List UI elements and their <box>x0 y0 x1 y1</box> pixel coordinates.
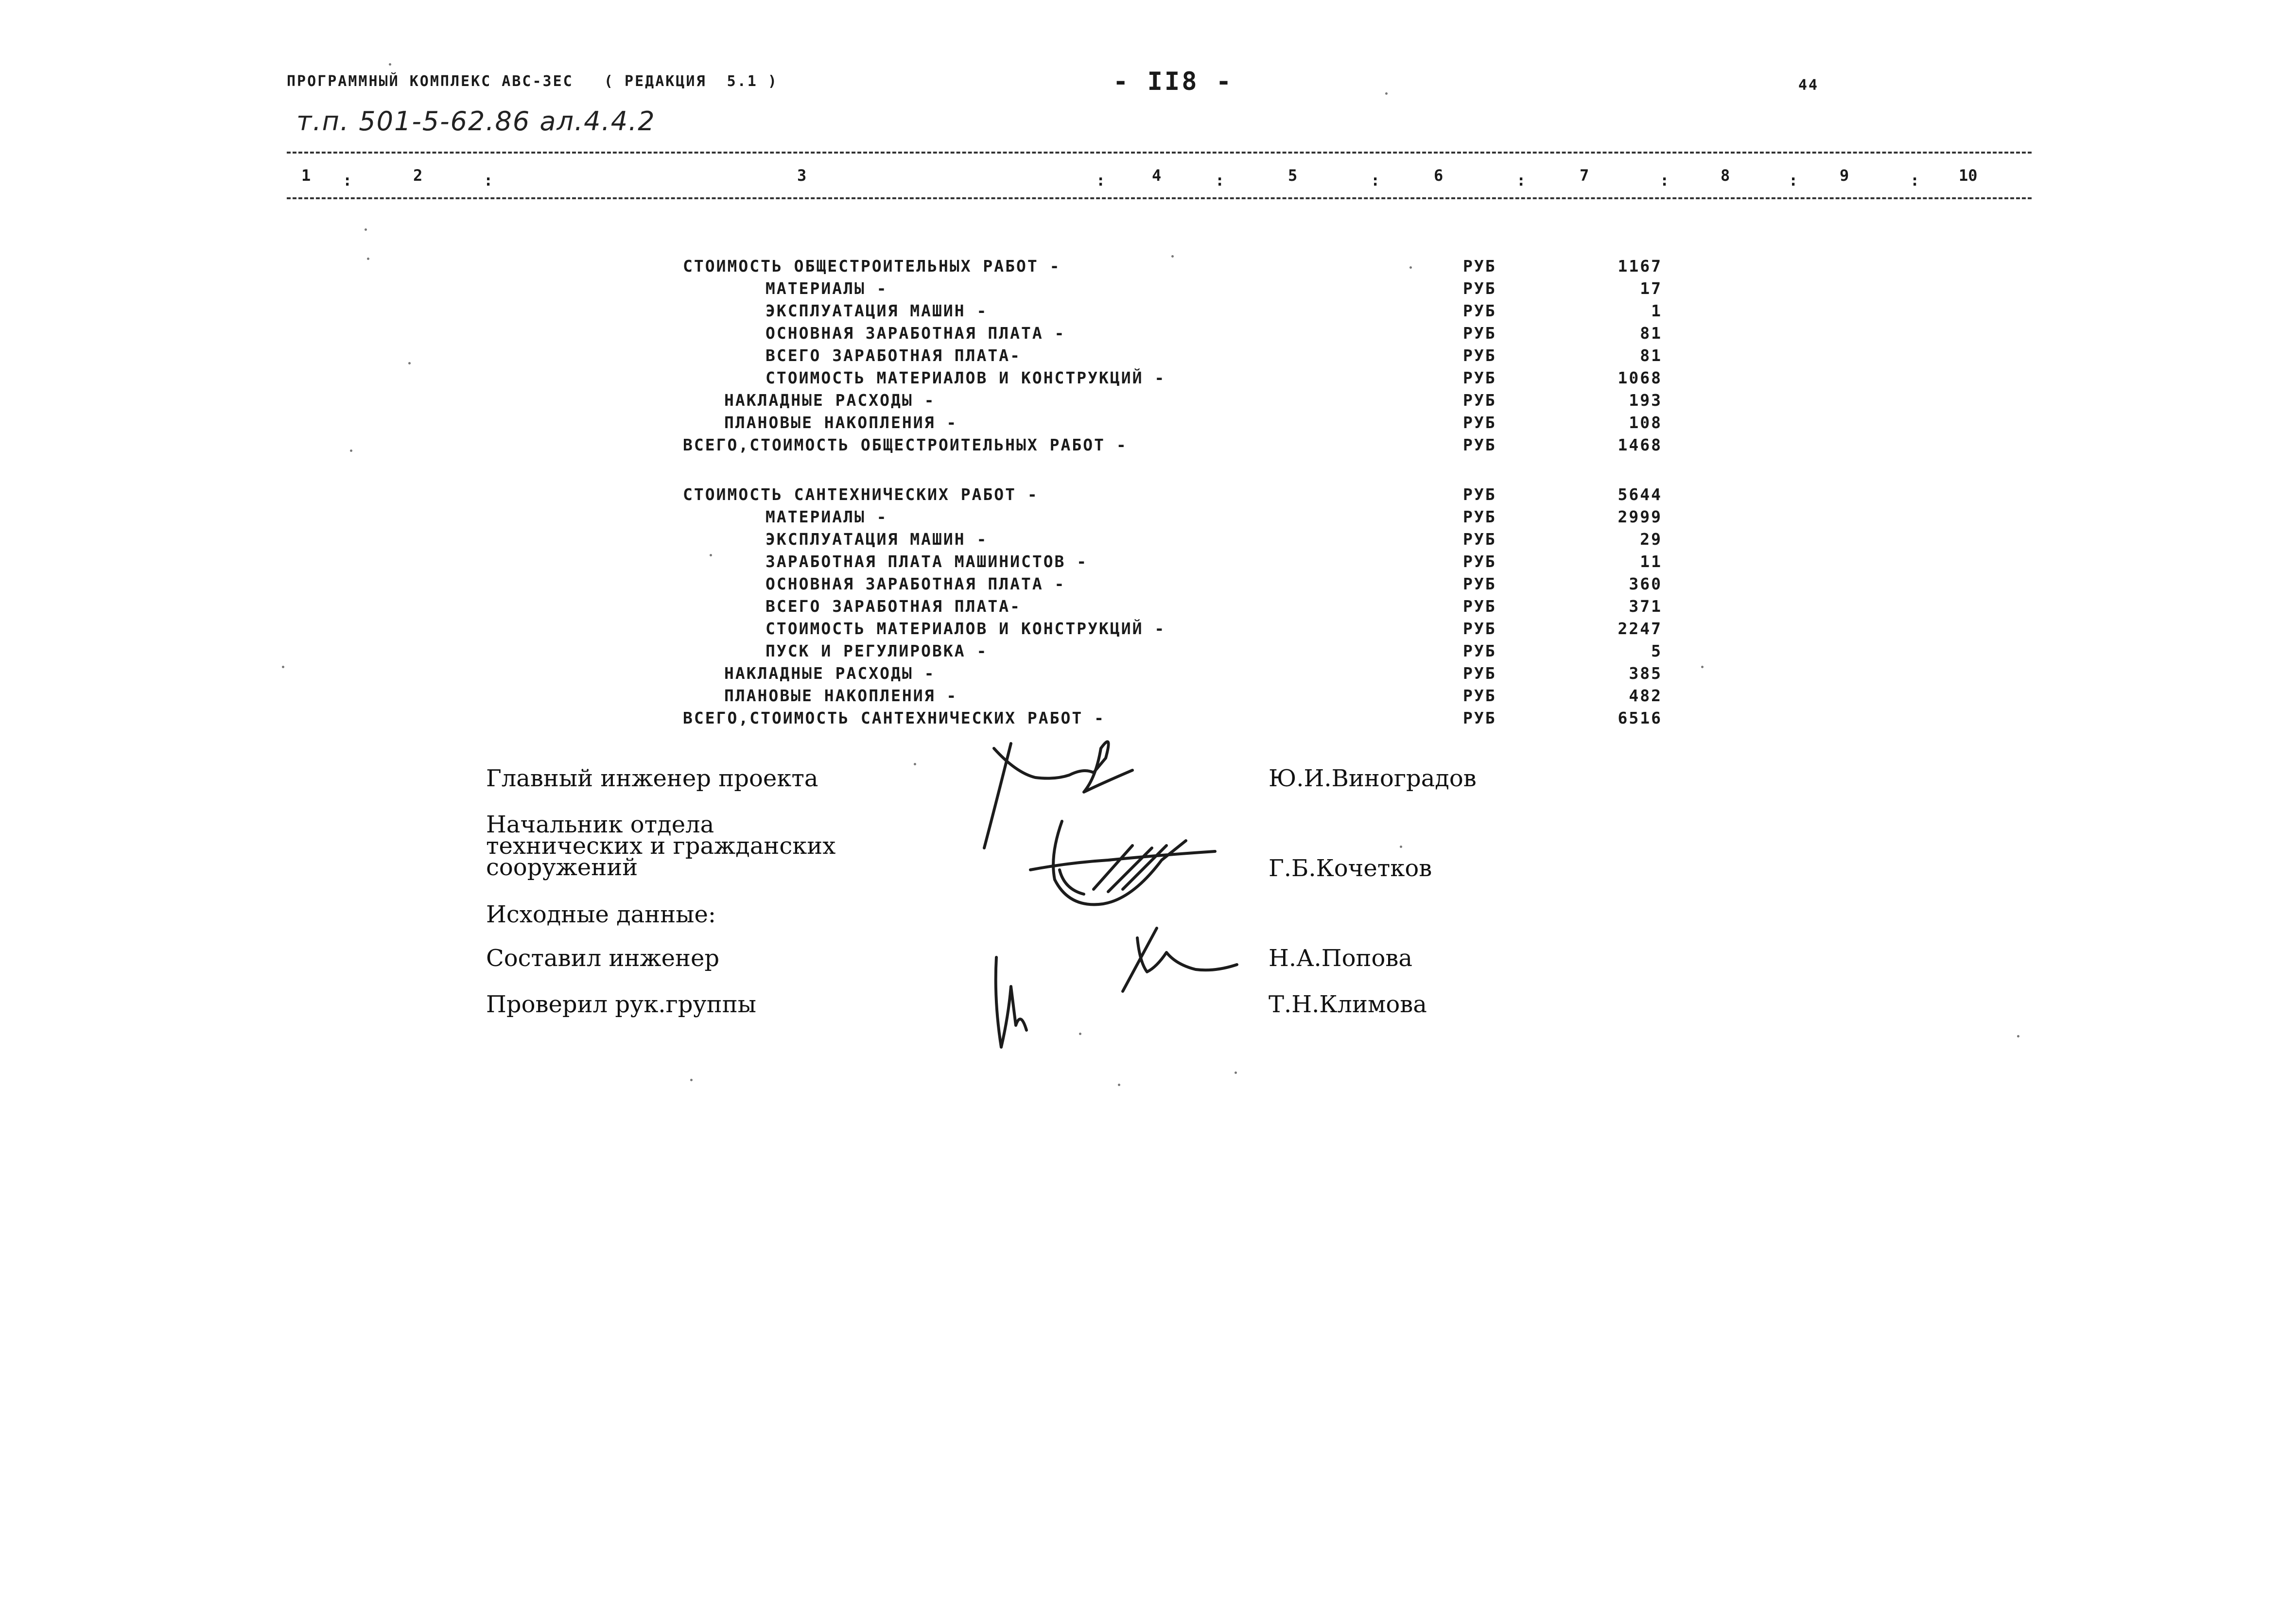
row-unit: РУБ <box>1463 301 1496 320</box>
handwritten-reference: т.п. 501-5-62.86 ал.4.4.2 <box>296 106 656 137</box>
row-value: 1068 <box>1618 368 1662 387</box>
column-separator: : <box>1516 171 1526 190</box>
signature-role: Исходные данные: <box>486 901 716 928</box>
row-value: 1468 <box>1618 435 1662 454</box>
row-value: 2247 <box>1618 619 1662 638</box>
row-label: ОСНОВНАЯ ЗАРАБОТНАЯ ПЛАТА - <box>765 324 1066 343</box>
signature-checker <box>996 957 1026 1047</box>
row-value: 2999 <box>1618 507 1662 526</box>
row-unit: РУБ <box>1463 708 1496 727</box>
row-value: 5644 <box>1618 485 1662 504</box>
column-number: 3 <box>797 166 807 185</box>
row-unit: РУБ <box>1463 346 1496 365</box>
row-unit: РУБ <box>1463 324 1496 343</box>
row-value: 482 <box>1629 686 1662 705</box>
row-unit: РУБ <box>1463 574 1496 593</box>
row-label: ЗАРАБОТНАЯ ПЛАТА МАШИНИСТОВ - <box>765 552 1088 571</box>
column-number: 8 <box>1721 166 1730 185</box>
row-unit: РУБ <box>1463 391 1496 410</box>
row-label: МАТЕРИАЛЫ - <box>765 279 888 298</box>
signature-role: Проверил рук.группы <box>486 991 756 1018</box>
row-unit: РУБ <box>1463 686 1496 705</box>
row-value: 1167 <box>1618 257 1662 276</box>
row-value: 81 <box>1640 346 1662 365</box>
row-label: НАКЛАДНЫЕ РАСХОДЫ - <box>724 391 936 410</box>
row-unit: РУБ <box>1463 279 1496 298</box>
row-unit: РУБ <box>1463 530 1496 549</box>
row-value: 371 <box>1629 597 1662 616</box>
signature-name: Ю.И.Виноградов <box>1269 765 1477 792</box>
signature-name: Т.Н.Климова <box>1269 991 1427 1018</box>
column-separator: : <box>1096 171 1106 190</box>
column-number: 4 <box>1152 166 1162 185</box>
column-separator: : <box>1215 171 1225 190</box>
row-label: НАКЛАДНЫЕ РАСХОДЫ - <box>724 664 936 683</box>
column-number: 6 <box>1434 166 1444 185</box>
row-unit: РУБ <box>1463 485 1496 504</box>
row-unit: РУБ <box>1463 552 1496 571</box>
row-label: ПЛАНОВЫЕ НАКОПЛЕНИЯ - <box>724 413 958 432</box>
row-unit: РУБ <box>1463 413 1496 432</box>
sheet-number: 44 <box>1798 77 1819 94</box>
page-number: - II8 - <box>1113 67 1234 96</box>
row-label: СТОИМОСТЬ САНТЕХНИЧЕСКИХ РАБОТ - <box>683 485 1039 504</box>
row-label: ВСЕГО,СТОИМОСТЬ САНТЕХНИЧЕСКИХ РАБОТ - <box>683 708 1105 727</box>
row-unit: РУБ <box>1463 619 1496 638</box>
row-label: ВСЕГО ЗАРАБОТНАЯ ПЛАТА- <box>765 597 1021 616</box>
column-separator: : <box>1371 171 1380 190</box>
row-label: ПУСК И РЕГУЛИРОВКА - <box>765 641 988 660</box>
row-label: СТОИМОСТЬ МАТЕРИАЛОВ И КОНСТРУКЦИЙ - <box>765 368 1166 387</box>
row-label: СТОИМОСТЬ МАТЕРИАЛОВ И КОНСТРУКЦИЙ - <box>765 619 1166 638</box>
top-rule <box>287 152 2032 154</box>
signature-department-head <box>1030 821 1215 904</box>
program-header: ПРОГРАММНЫЙ КОМПЛЕКС АВС-3ЕС ( РЕДАКЦИЯ 5.1 ) <box>287 73 778 90</box>
row-value: 81 <box>1640 324 1662 343</box>
column-number: 2 <box>413 166 423 185</box>
row-value: 385 <box>1629 664 1662 683</box>
column-separator: : <box>1910 171 1920 190</box>
signature-name: Н.А.Попова <box>1269 945 1413 972</box>
signature-name: Г.Б.Кочетков <box>1269 855 1432 882</box>
signature-role: Составил инженер <box>486 945 720 972</box>
row-value: 29 <box>1640 530 1662 549</box>
column-separator: : <box>1789 171 1798 190</box>
signature-chief-engineer <box>984 742 1132 848</box>
row-label: ЭКСПЛУАТАЦИЯ МАШИН - <box>765 301 988 320</box>
row-value: 6516 <box>1618 708 1662 727</box>
signature-role: Начальник отдела технических и гражданских сооружений <box>486 811 836 881</box>
row-unit: РУБ <box>1463 507 1496 526</box>
row-unit: РУБ <box>1463 257 1496 276</box>
row-label: МАТЕРИАЛЫ - <box>765 507 888 526</box>
row-value: 193 <box>1629 391 1662 410</box>
column-separator: : <box>484 171 493 190</box>
row-unit: РУБ <box>1463 435 1496 454</box>
row-label: ОСНОВНАЯ ЗАРАБОТНАЯ ПЛАТА - <box>765 574 1066 593</box>
column-number: 1 <box>301 166 311 185</box>
row-label: СТОИМОСТЬ ОБЩЕСТРОИТЕЛЬНЫХ РАБОТ - <box>683 257 1061 276</box>
column-separator: : <box>1660 171 1670 190</box>
signature-role: Главный инженер проекта <box>486 765 818 792</box>
row-value: 1 <box>1651 301 1662 320</box>
bottom-rule <box>287 197 2032 199</box>
signature-compiler <box>1123 928 1237 991</box>
row-unit: РУБ <box>1463 597 1496 616</box>
column-number: 9 <box>1840 166 1849 185</box>
row-unit: РУБ <box>1463 641 1496 660</box>
row-label: ВСЕГО ЗАРАБОТНАЯ ПЛАТА- <box>765 346 1021 365</box>
row-unit: РУБ <box>1463 368 1496 387</box>
row-label: ПЛАНОВЫЕ НАКОПЛЕНИЯ - <box>724 686 958 705</box>
column-number: 5 <box>1288 166 1298 185</box>
row-value: 360 <box>1629 574 1662 593</box>
row-label: ЭКСПЛУАТАЦИЯ МАШИН - <box>765 530 988 549</box>
row-value: 17 <box>1640 279 1662 298</box>
row-value: 5 <box>1651 641 1662 660</box>
row-value: 108 <box>1629 413 1662 432</box>
column-separator: : <box>343 171 352 190</box>
row-label: ВСЕГО,СТОИМОСТЬ ОБЩЕСТРОИТЕЛЬНЫХ РАБОТ - <box>683 435 1128 454</box>
row-unit: РУБ <box>1463 664 1496 683</box>
column-number: 10 <box>1959 166 1978 185</box>
column-number: 7 <box>1580 166 1589 185</box>
row-value: 11 <box>1640 552 1662 571</box>
